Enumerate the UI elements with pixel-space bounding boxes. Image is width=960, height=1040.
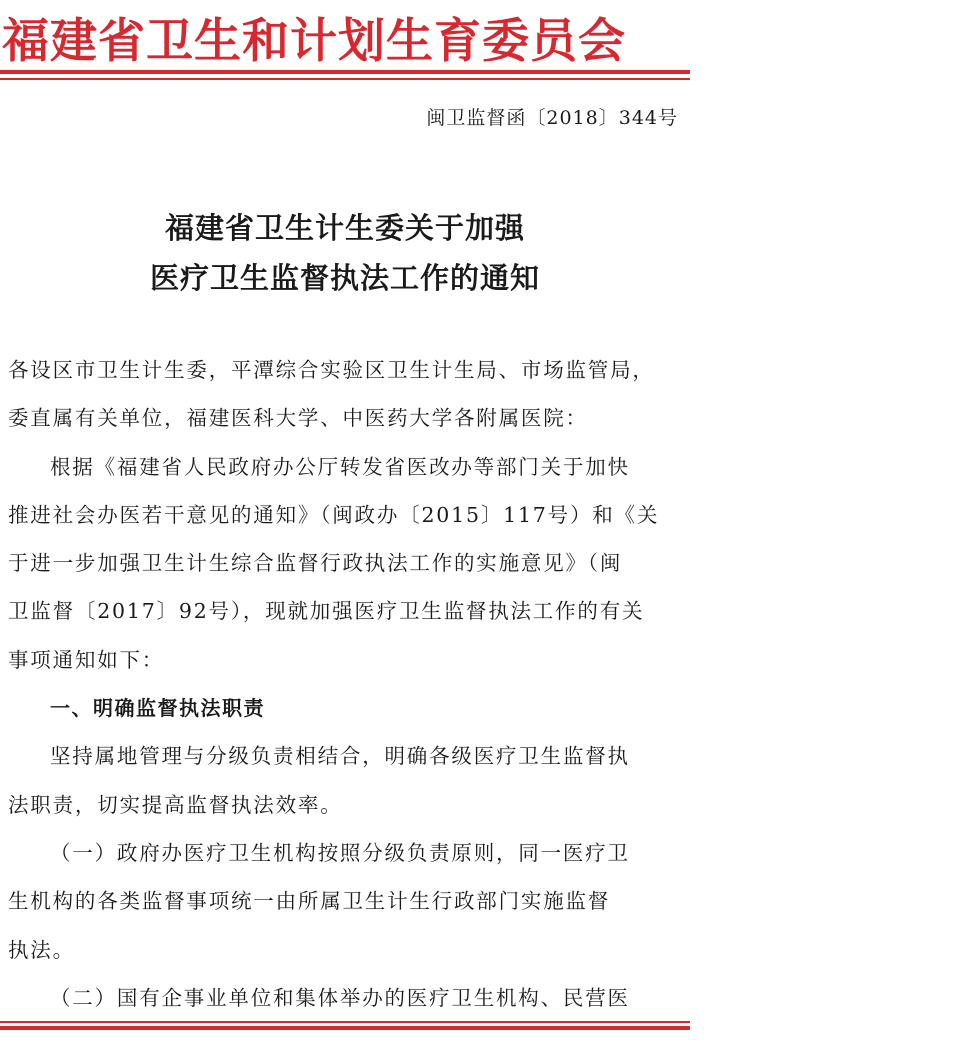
document-title-line-1: 福建省卫生计生委关于加强 [164, 211, 525, 245]
intro-line-3: 于进一步加强卫生计生综合监督行政执法工作的实施意见》（闽 [8, 551, 623, 575]
footer-divider-thin [0, 1021, 690, 1023]
item-1-line-2: 生机构的各类监督事项统一由所属卫生计生行政部门实施监督 [8, 889, 611, 913]
section-1-paragraph-line-1: 坚持属地管理与分级负责相结合，明确各级医疗卫生监督执 [50, 744, 630, 768]
document-number: 闽卫监督函〔2018〕344号 [426, 107, 678, 129]
intro-line-4: 卫监督〔2017〕92号），现就加强医疗卫生监督执法工作的有关 [8, 599, 645, 623]
document-title-line-2: 医疗卫生监督执法工作的通知 [149, 261, 540, 295]
item-2-line-1: （二）国有企事业单位和集体举办的医疗卫生机构、民营医 [50, 986, 630, 1010]
intro-line-2: 推进社会办医若干意见的通知》（闽政办〔2015〕117号）和《关 [8, 503, 660, 527]
intro-line-1: 根据《福建省人民政府办公厅转发省医改办等部门关于加快 [50, 455, 630, 479]
item-1-line-3: 执法。 [8, 938, 75, 962]
addressee-line-1: 各设区市卫生计生委，平潭综合实验区卫生计生局、市场监管局， [8, 358, 655, 382]
addressee-line-2: 委直属有关单位，福建医科大学、中医药大学各附属医院： [8, 406, 588, 430]
intro-line-5: 事项通知如下： [8, 648, 165, 672]
section-1-paragraph-line-2: 法职责，切实提高监督执法效率。 [8, 793, 343, 817]
item-1-line-1: （一）政府办医疗卫生机构按照分级负责原则，同一医疗卫 [50, 841, 630, 865]
masthead-divider-thick [0, 70, 690, 74]
issuing-authority-masthead: 福建省卫生和计划生育委员会 [2, 14, 626, 69]
footer-divider-thick [0, 1026, 690, 1030]
section-1-heading: 一、明确监督执法职责 [50, 696, 265, 720]
masthead-divider-thin [0, 78, 690, 80]
